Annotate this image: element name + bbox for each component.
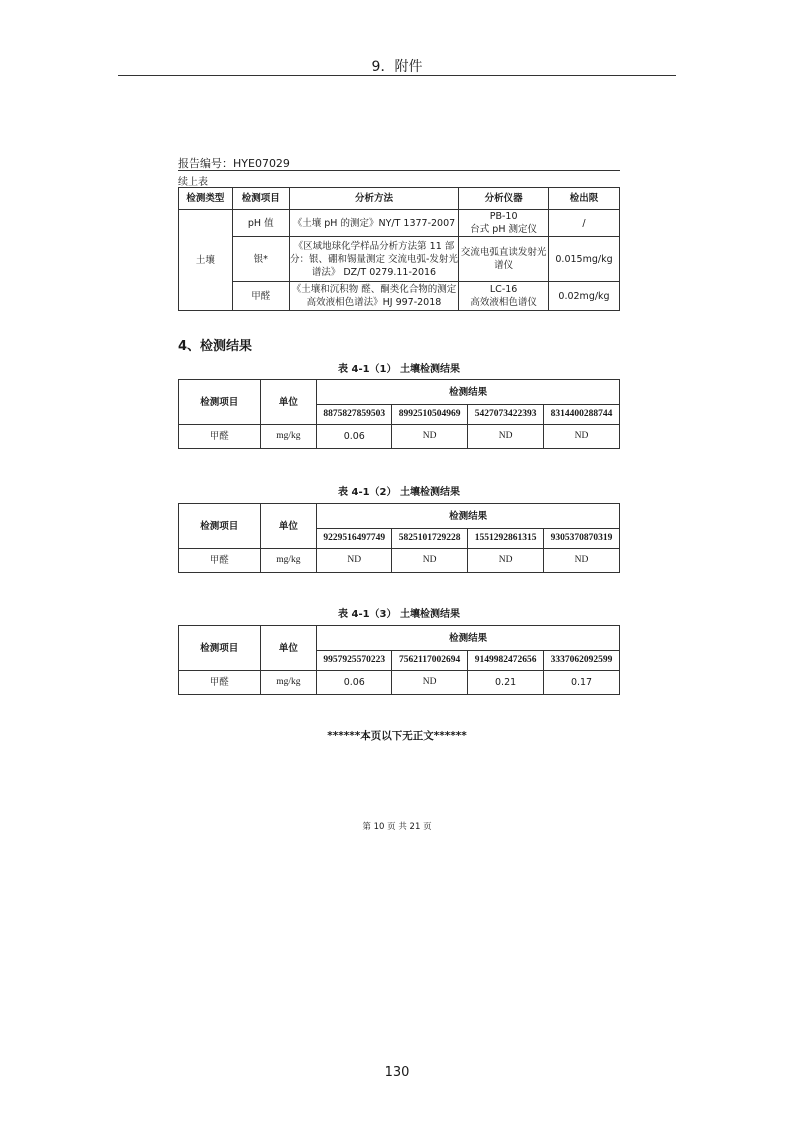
header-cell: 检测类型 bbox=[179, 188, 233, 210]
item-cell: 甲醛 bbox=[179, 549, 261, 573]
header-cell: 检测结果 bbox=[317, 626, 620, 651]
result-table-2 bbox=[178, 503, 620, 573]
method-cell: 《区域地球化学样品分析方法第 11 部分：银、硼和锡量测定 交流电弧-发射光谱法》 DZ/T 0279.11-2016 bbox=[289, 237, 459, 282]
value-cell: ND bbox=[392, 549, 468, 573]
header-cell: 单位 bbox=[260, 626, 317, 671]
instrument-cell: 交流电弧直读发射光谱仪 bbox=[459, 237, 549, 282]
page-number: 130 bbox=[384, 1065, 410, 1080]
table-caption: 表 4-1（3） 土壤检测结果 bbox=[338, 609, 460, 620]
header-cell: 检测项目 bbox=[232, 188, 289, 210]
header-rule bbox=[118, 75, 676, 76]
method-cell: 《土壤 pH 的测定》NY/T 1377-2007 bbox=[289, 210, 459, 237]
header-cell: 检测结果 bbox=[317, 504, 620, 529]
limit-cell: 0.02mg/kg bbox=[549, 282, 620, 311]
header-cell: 检出限 bbox=[549, 188, 620, 210]
item-cell: 银* bbox=[232, 237, 289, 282]
value-cell: 0.17 bbox=[544, 671, 620, 695]
value-cell: 0.06 bbox=[317, 671, 392, 695]
limit-cell: 0.015mg/kg bbox=[549, 237, 620, 282]
value-cell: ND bbox=[468, 549, 544, 573]
header-cell: 单位 bbox=[260, 380, 317, 425]
unit-cell: mg/kg bbox=[260, 549, 317, 573]
method-table bbox=[178, 187, 620, 311]
sample-id: 5427073422393 bbox=[468, 405, 544, 425]
end-of-content-note: ******本页以下无正文****** bbox=[327, 730, 467, 742]
report-rule bbox=[178, 170, 620, 171]
sample-id: 9305370870319 bbox=[544, 529, 620, 549]
result-table-1 bbox=[178, 379, 620, 449]
sample-id: 1551292861315 bbox=[468, 529, 544, 549]
header-cell: 检测结果 bbox=[317, 380, 620, 405]
unit-cell: mg/kg bbox=[260, 671, 317, 695]
header-cell: 分析仪器 bbox=[459, 188, 549, 210]
report-number: 报告编号：HYE07029 bbox=[178, 157, 290, 170]
table-caption: 表 4-1（1） 土壤检测结果 bbox=[338, 364, 460, 375]
item-cell: 甲醛 bbox=[232, 282, 289, 311]
header-cell: 分析方法 bbox=[289, 188, 459, 210]
value-cell: ND bbox=[544, 425, 620, 449]
header-cell: 检测项目 bbox=[179, 626, 261, 671]
sample-id: 8314400288744 bbox=[544, 405, 620, 425]
item-cell: 甲醛 bbox=[179, 671, 261, 695]
continued-label: 续上表 bbox=[178, 177, 208, 188]
value-cell: ND bbox=[392, 671, 468, 695]
unit-cell: mg/kg bbox=[260, 425, 317, 449]
value-cell: ND bbox=[468, 425, 544, 449]
page-info: 第 10 页 共 21 页 bbox=[362, 822, 432, 832]
page-header-title: 9．附件 bbox=[371, 59, 423, 75]
value-cell: ND bbox=[317, 549, 392, 573]
header-cell: 单位 bbox=[260, 504, 317, 549]
table-caption: 表 4-1（2） 土壤检测结果 bbox=[338, 487, 460, 498]
item-cell: 甲醛 bbox=[179, 425, 261, 449]
sample-id: 8992510504969 bbox=[392, 405, 468, 425]
instrument-cell: PB-10 台式 pH 测定仪 bbox=[459, 210, 549, 237]
section-title: 4、检测结果 bbox=[178, 339, 253, 354]
category-cell: 土壤 bbox=[179, 210, 233, 311]
method-cell: 《土壤和沉积物 醛、酮类化合物的测定 高效液相色谱法》HJ 997-2018 bbox=[289, 282, 459, 311]
result-table-3 bbox=[178, 625, 620, 695]
header-cell: 检测项目 bbox=[179, 380, 261, 425]
item-cell: pH 值 bbox=[232, 210, 289, 237]
limit-cell: / bbox=[549, 210, 620, 237]
value-cell: 0.06 bbox=[317, 425, 392, 449]
value-cell: ND bbox=[392, 425, 468, 449]
sample-id: 9149982472656 bbox=[468, 651, 544, 671]
value-cell: ND bbox=[544, 549, 620, 573]
sample-id: 5825101729228 bbox=[392, 529, 468, 549]
value-cell: 0.21 bbox=[468, 671, 544, 695]
sample-id: 9957925570223 bbox=[317, 651, 392, 671]
sample-id: 7562117002694 bbox=[392, 651, 468, 671]
sample-id: 8875827859503 bbox=[317, 405, 392, 425]
instrument-cell: LC-16 高效液相色谱仪 bbox=[459, 282, 549, 311]
header-cell: 检测项目 bbox=[179, 504, 261, 549]
sample-id: 3337062092599 bbox=[544, 651, 620, 671]
sample-id: 9229516497749 bbox=[317, 529, 392, 549]
